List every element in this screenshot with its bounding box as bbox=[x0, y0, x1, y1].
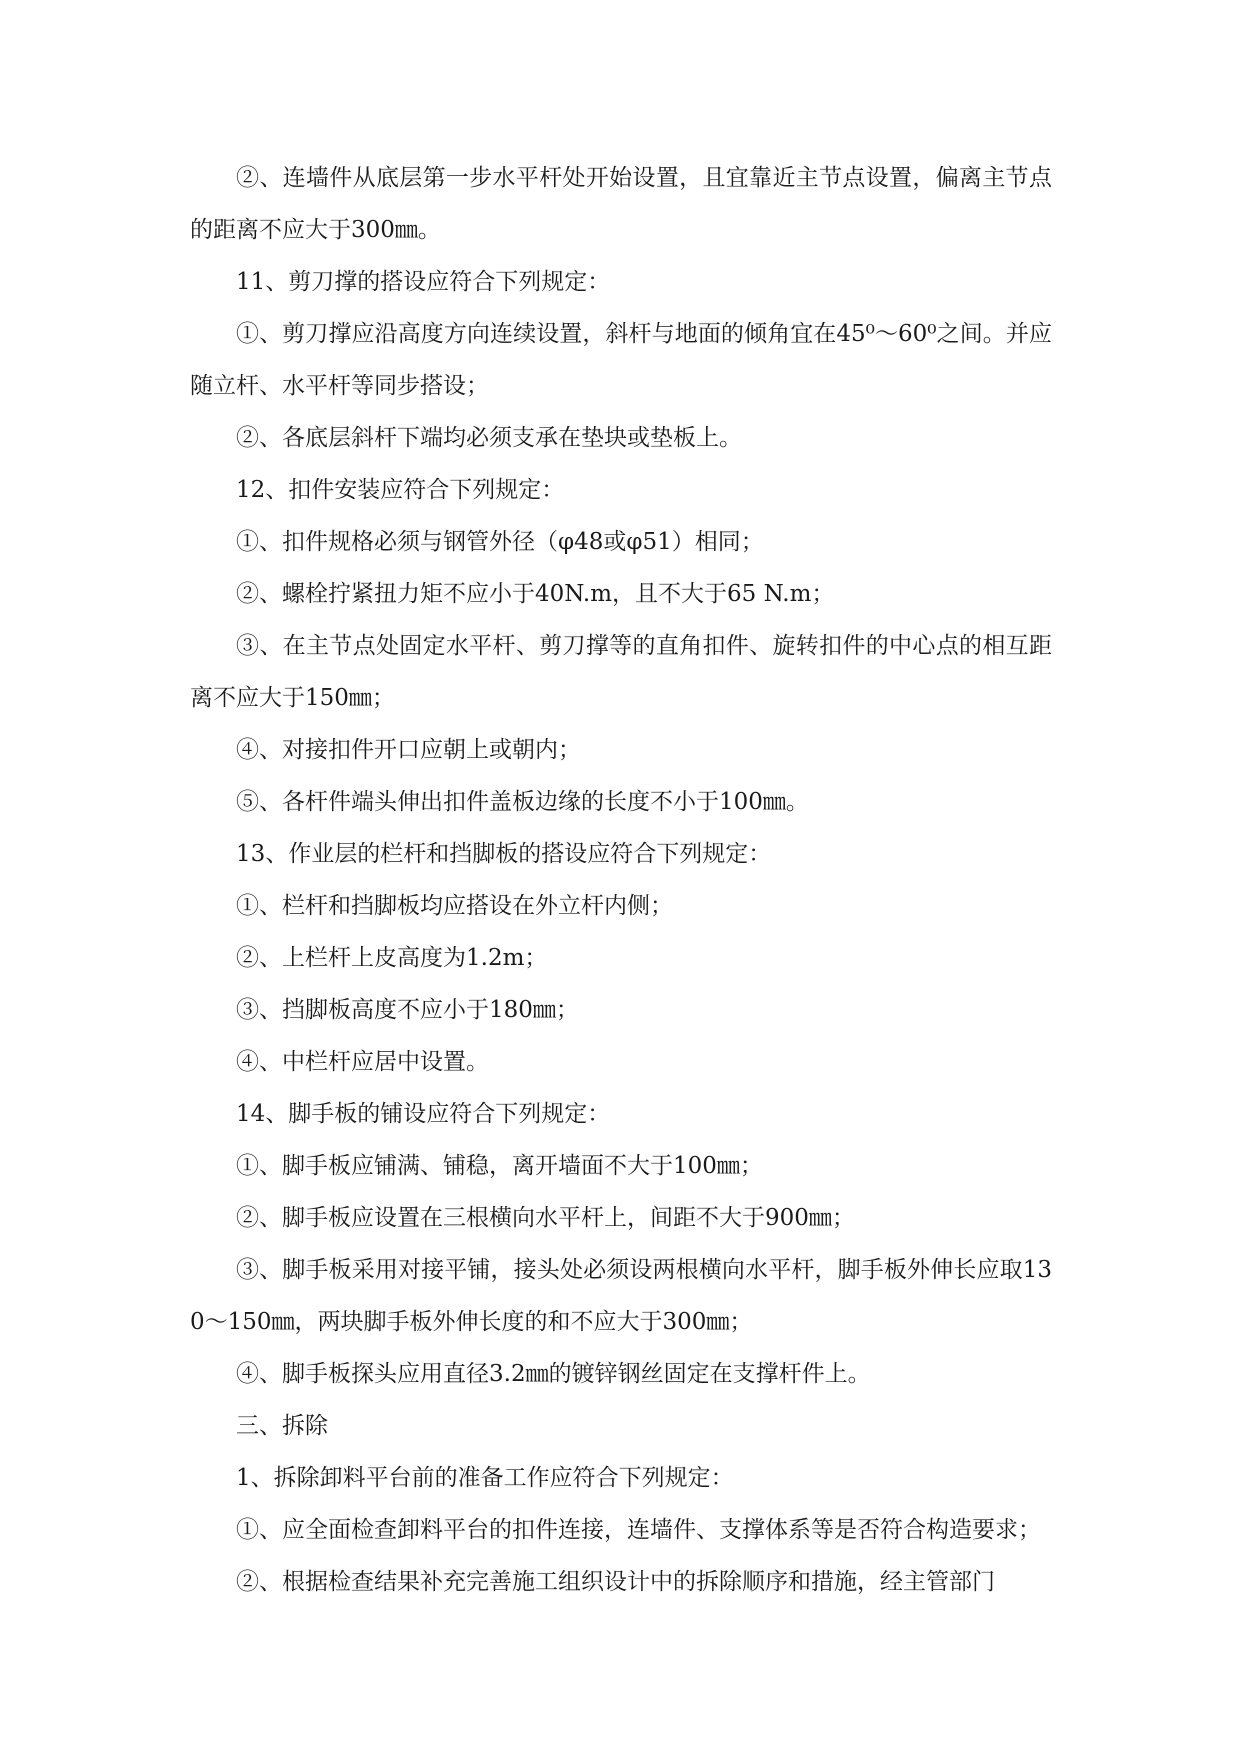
paragraph-scissor-brace-2: ②、各底层斜杆下端均必须支承在垫块或垫板上。 bbox=[236, 425, 742, 451]
section-heading-removal: 三、拆除 bbox=[236, 1413, 328, 1439]
paragraph-board-3: ③、脚手板采用对接平铺，接头处必须设两根横向水平杆，脚手板外伸长应取130～150㎜，两块脚手板外伸长度的和不应大于300㎜； bbox=[190, 1257, 1052, 1335]
paragraph-fastener-1: ①、扣件规格必须与钢管外径（φ48或φ51）相同； bbox=[236, 529, 764, 555]
paragraph-railing-3: ③、挡脚板高度不应小于180㎜； bbox=[236, 997, 579, 1023]
paragraph-board-4: ④、脚手板探头应用直径3.2㎜的镀锌钢丝固定在支撑杆件上。 bbox=[236, 1361, 871, 1387]
paragraph-railing-4: ④、中栏杆应居中设置。 bbox=[236, 1049, 489, 1075]
paragraph-fastener-3: ③、在主节点处固定水平杆、剪刀撑等的直角扣件、旋转扣件的中心点的相互距离不应大于150㎜； bbox=[190, 633, 1052, 711]
heading-fastener-install: 12、扣件安装应符合下列规定： bbox=[236, 477, 565, 503]
heading-railing: 13、作业层的栏杆和挡脚板的搭设应符合下列规定： bbox=[236, 841, 772, 867]
paragraph-railing-2: ②、上栏杆上皮高度为1.2m； bbox=[236, 945, 548, 971]
heading-removal-prep: 1、拆除卸料平台前的准备工作应符合下列规定： bbox=[236, 1465, 734, 1491]
paragraph-board-2: ②、脚手板应设置在三根横向水平杆上，间距不大于900㎜； bbox=[236, 1205, 855, 1231]
paragraph-connector-start: ②、连墙件从底层第一步水平杆处开始设置，且宜靠近主节点设置，偏离主节点的距离不应大于300㎜。 bbox=[190, 165, 1052, 243]
paragraph-fastener-5: ⑤、各杆件端头伸出扣件盖板边缘的长度不小于100㎜。 bbox=[236, 789, 809, 815]
paragraph-fastener-2: ②、螺栓拧紧扭力矩不应小于40N.m，且不大于65 N.m； bbox=[236, 581, 835, 607]
paragraph-scissor-brace-1: ①、剪刀撑应沿高度方向连续设置，斜杆与地面的倾角宜在45⁰～60⁰之间。并应随立杆、水平杆等同步搭设； bbox=[190, 321, 1052, 399]
paragraph-railing-1: ①、栏杆和挡脚板均应搭设在外立杆内侧； bbox=[236, 893, 673, 919]
paragraph-board-1: ①、脚手板应铺满、铺稳，离开墙面不大于100㎜； bbox=[236, 1153, 763, 1179]
heading-scaffold-board: 14、脚手板的铺设应符合下列规定： bbox=[236, 1101, 611, 1127]
paragraph-removal-1: ①、应全面检查卸料平台的扣件连接，连墙件、支撑体系等是否符合构造要求； bbox=[236, 1517, 1041, 1543]
heading-scissor-brace: 11、剪刀撑的搭设应符合下列规定： bbox=[236, 269, 611, 295]
paragraph-fastener-4: ④、对接扣件开口应朝上或朝内； bbox=[236, 737, 581, 763]
document-body bbox=[190, 152, 1052, 1608]
paragraph-removal-2: ②、根据检查结果补充完善施工组织设计中的拆除顺序和措施，经主管部门 bbox=[236, 1569, 995, 1595]
